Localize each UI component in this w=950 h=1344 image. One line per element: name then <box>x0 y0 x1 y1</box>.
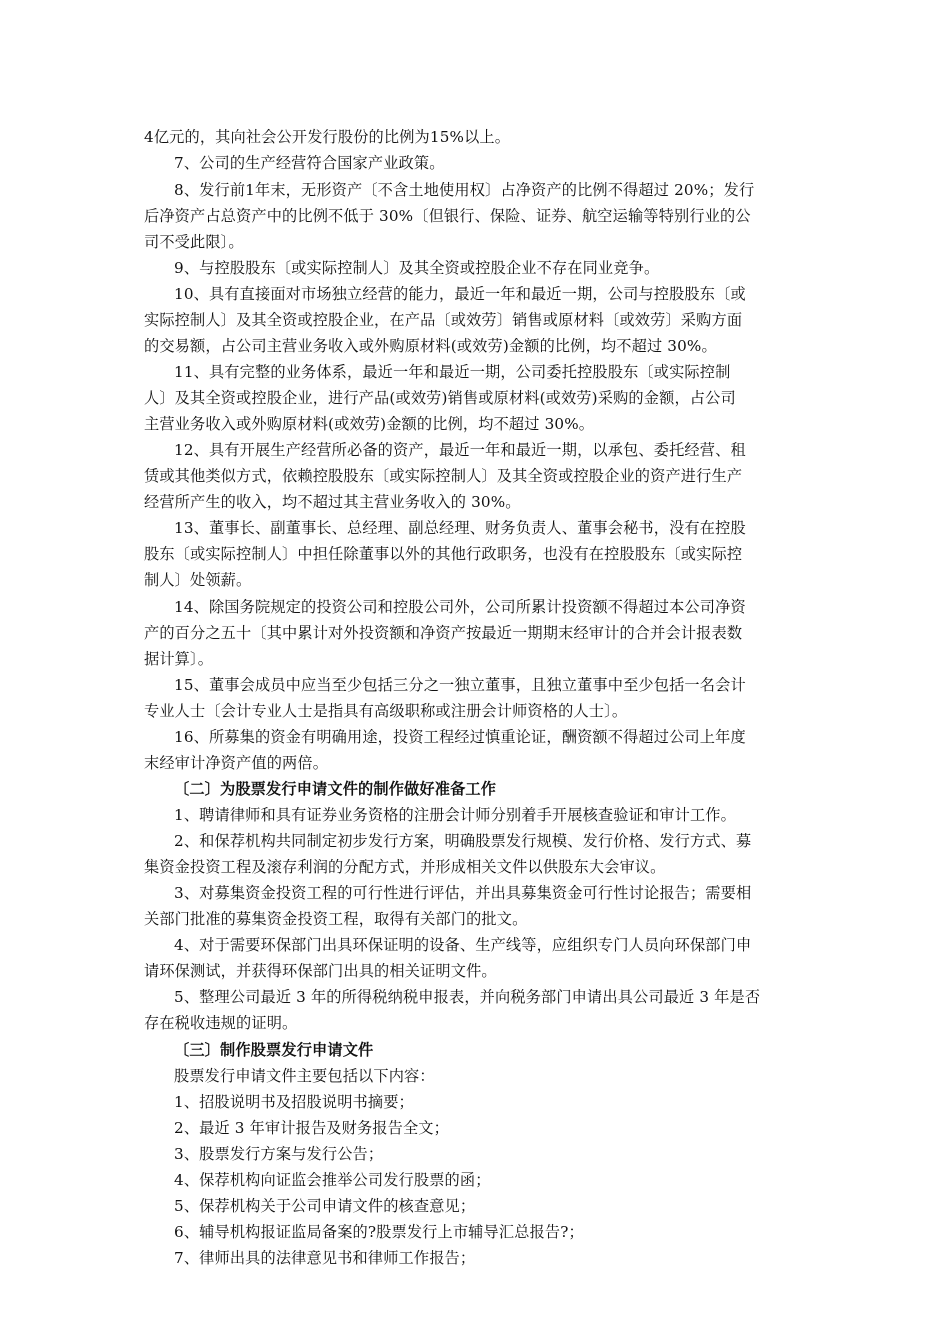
list-item: 3、股票发行方案与发行公告； <box>174 1145 384 1163</box>
paragraph-line: 11、具有完整的业务体系，最近一年和最近一期，公司委托控股股东〔或实际控制 <box>174 363 731 381</box>
paragraph-line: 3、对募集资金投资工程的可行性进行评估，并出具募集资金可行性讨论报告；需要相 <box>174 884 752 902</box>
paragraph-line: 经营所产生的收入，均不超过其主营业务收入的 30%。 <box>144 493 521 511</box>
paragraph-line: 10、具有直接面对市场独立经营的能力，最近一年和最近一期，公司与控股股东〔或 <box>174 285 746 303</box>
paragraph-line: 集资金投资工程及滚存利润的分配方式，并形成相关文件以供股东大会审议。 <box>144 858 666 876</box>
paragraph-line: 主营业务收入或外购原材料(或效劳)金额的比例，均不超过 30%。 <box>144 415 595 433</box>
paragraph-line: 存在税收违规的证明。 <box>144 1014 298 1032</box>
paragraph-line: 4、对于需要环保部门出具环保证明的设备、生产线等，应组织专门人员向环保部门申 <box>174 936 752 954</box>
paragraph-line: 2、和保荐机构共同制定初步发行方案，明确股票发行规模、发行价格、发行方式、募 <box>174 832 752 850</box>
paragraph-line: 赁或其他类似方式，依赖控股股东〔或实际控制人〕及其全资或控股企业的资产进行生产 <box>144 467 743 485</box>
paragraph-line: 关部门批准的募集资金投资工程，取得有关部门的批文。 <box>144 910 528 928</box>
paragraph-line: 司不受此限〕。 <box>144 233 244 251</box>
paragraph-line: 专业人士〔会计专业人士是指具有高级职称或注册会计师资格的人士〕。 <box>144 702 628 720</box>
list-item: 7、律师出具的法律意见书和律师工作报告； <box>174 1249 476 1267</box>
paragraph-line: 5、整理公司最近 3 年的所得税纳税申报表，并向税务部门申请出具公司最近 3 年是否 <box>174 988 761 1006</box>
paragraph-line: 9、与控股股东〔或实际控制人〕及其全资或控股企业不存在同业竞争。 <box>174 259 660 277</box>
paragraph-line: 8、发行前1年末，无形资产〔不含土地使用权〕占净资产的比例不得超过 20%；发行 <box>174 181 755 199</box>
paragraph-line: 7、公司的生产经营符合国家产业政策。 <box>174 154 445 172</box>
paragraph-line: 的交易额，占公司主营业务收入或外购原材料(或效劳)金额的比例，均不超过 30%。 <box>144 337 717 355</box>
paragraph-line: 人〕及其全资或控股企业，进行产品(或效劳)销售或原材料(或效劳)采购的金额，占公司 <box>144 389 736 407</box>
section-heading: 〔二〕为股票发行申请文件的制作做好准备工作 <box>174 780 497 798</box>
paragraph-line: 实际控制人〕及其全资或控股企业，在产品〔或效劳〕销售或原材料〔或效劳〕采购方面 <box>144 311 743 329</box>
paragraph-line: 13、董事长、副董事长、总经理、副总经理、财务负责人、董事会秘书，没有在控股 <box>174 519 746 537</box>
paragraph-line: 后净资产占总资产中的比例不低于 30%〔但银行、保险、证券、航空运输等特别行业的公 <box>144 207 751 225</box>
paragraph-line: 请环保测试，并获得环保部门出具的相关证明文件。 <box>144 962 497 980</box>
list-item: 2、最近 3 年审计报告及财务报告全文； <box>174 1119 449 1137</box>
paragraph-line: 1、聘请律师和具有证券业务资格的注册会计师分别着手开展核查验证和审计工作。 <box>174 806 736 824</box>
paragraph-line: 股票发行申请文件主要包括以下内容： <box>174 1067 435 1085</box>
list-item: 6、辅导机构报证监局备案的?股票发行上市辅导汇总报告?； <box>174 1223 584 1241</box>
paragraph-line: 产的百分之五十〔其中累计对外投资额和净资产按最近一期期末经审计的合并会计报表数 <box>144 624 743 642</box>
paragraph-line: 据计算〕。 <box>144 650 214 668</box>
paragraph-line: 4亿元的，其向社会公开发行股份的比例为15%以上。 <box>144 128 511 146</box>
paragraph-line: 制人〕处领薪。 <box>144 571 252 589</box>
paragraph-line: 14、除国务院规定的投资公司和控股公司外，公司所累计投资额不得超过本公司净资 <box>174 598 746 616</box>
list-item: 1、招股说明书及招股说明书摘要； <box>174 1093 414 1111</box>
section-heading: 〔三〕制作股票发行申请文件 <box>174 1041 374 1059</box>
paragraph-line: 16、所募集的资金有明确用途，投资工程经过慎重论证，酬资额不得超过公司上年度 <box>174 728 746 746</box>
paragraph-line: 股东〔或实际控制人〕中担任除董事以外的其他行政职务，也没有在控股股东〔或实际控 <box>144 545 743 563</box>
list-item: 4、保荐机构向证监会推举公司发行股票的函； <box>174 1171 491 1189</box>
paragraph-line: 12、具有开展生产经营所必备的资产，最近一年和最近一期，以承包、委托经营、租 <box>174 441 746 459</box>
paragraph-line: 15、董事会成员中应当至少包括三分之一独立董事，且独立董事中至少包括一名会计 <box>174 676 746 694</box>
list-item: 5、保荐机构关于公司申请文件的核查意见； <box>174 1197 476 1215</box>
paragraph-line: 末经审计净资产值的两倍。 <box>144 754 329 772</box>
